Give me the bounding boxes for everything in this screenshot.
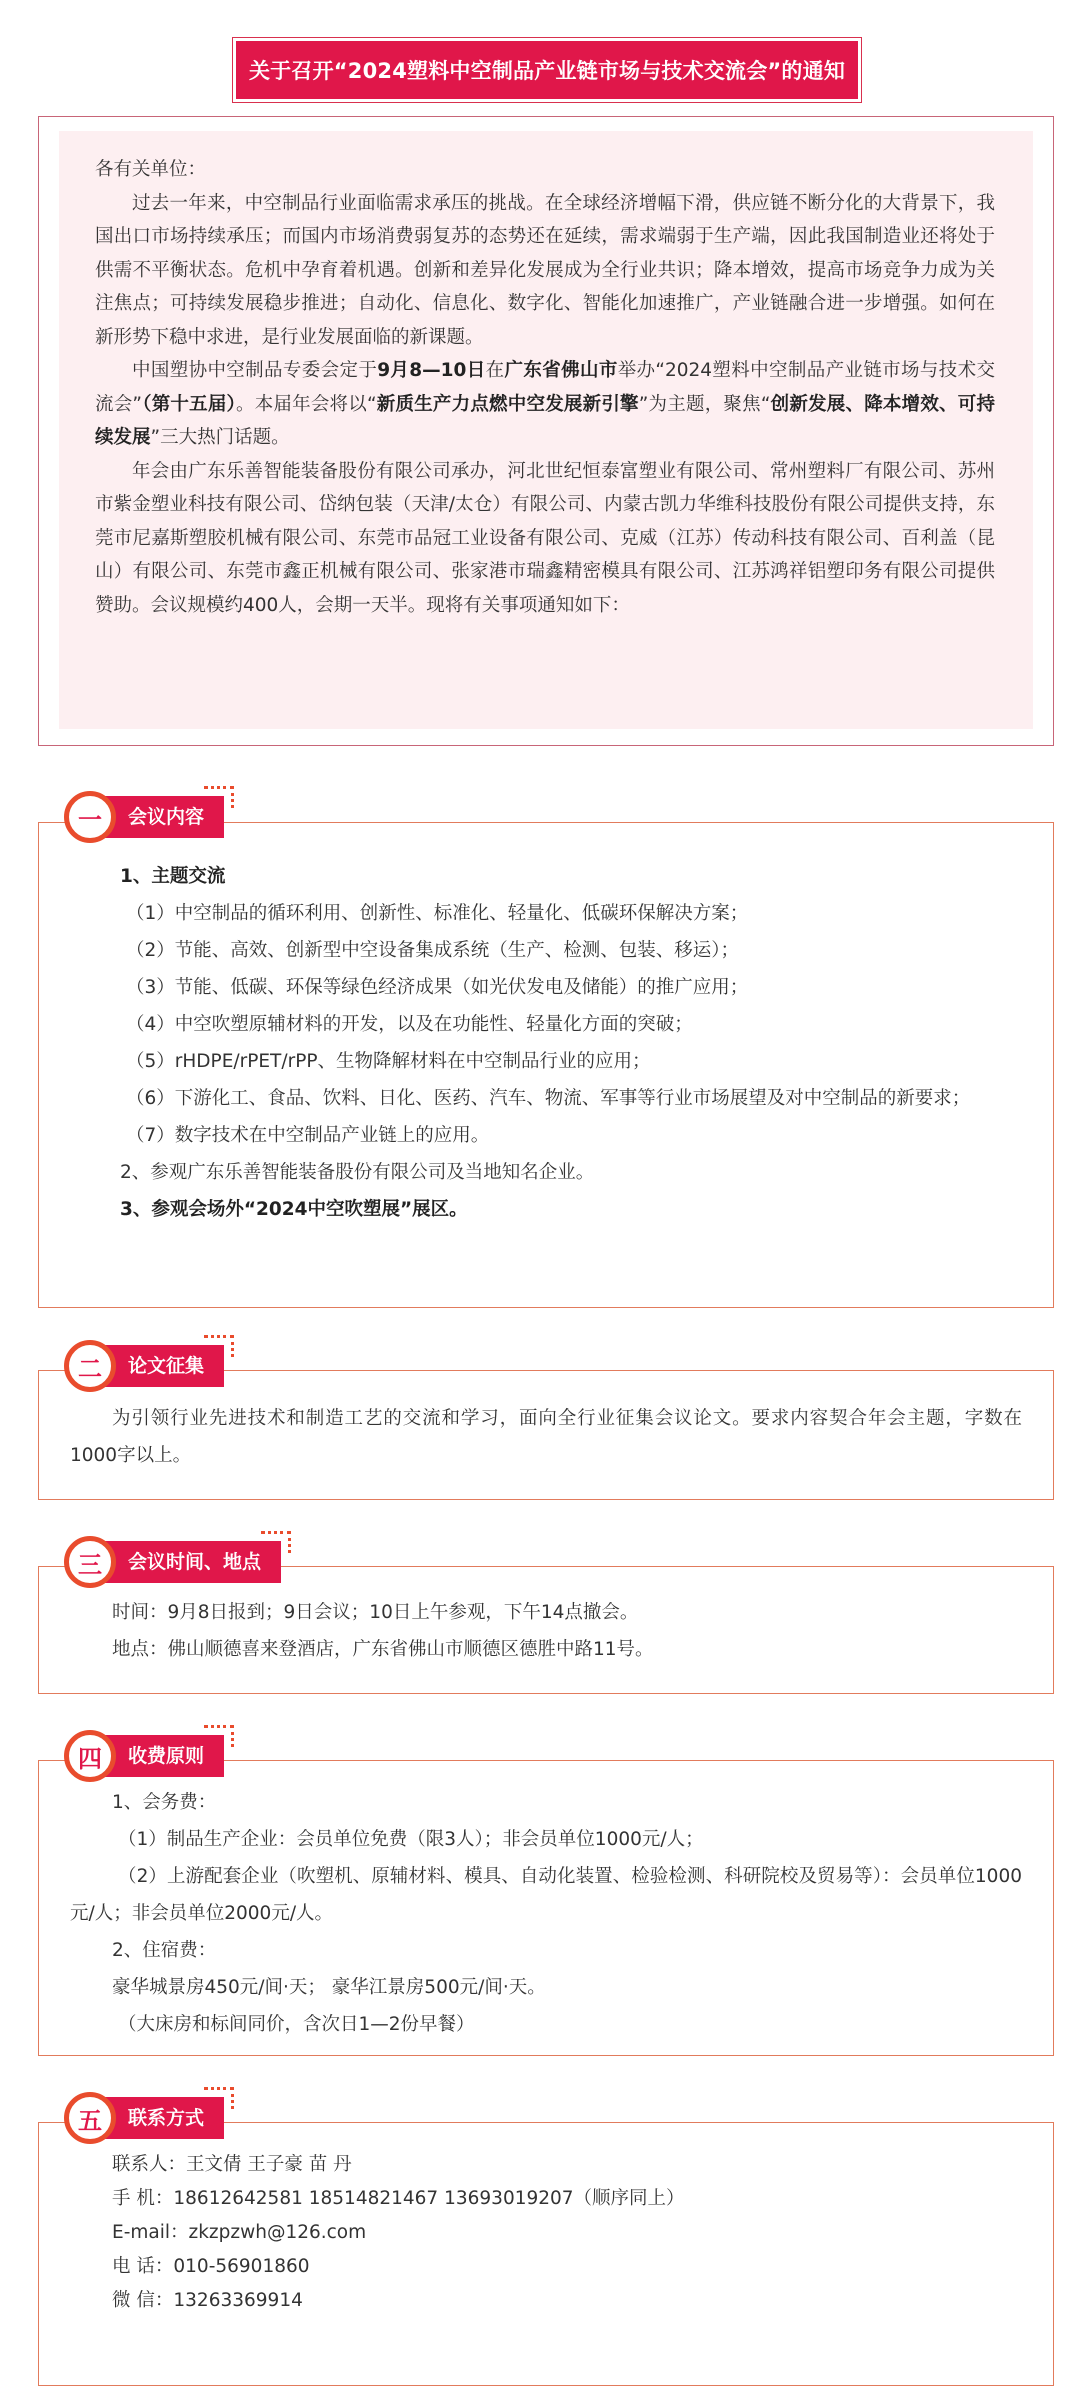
section-3-title — [98, 1541, 281, 1583]
section-2-badge — [64, 1345, 224, 1387]
section-1-number: 一 — [64, 791, 116, 843]
notice-title: 关于召开“2024塑料中空制品产业链市场与技术交流会”的通知 — [236, 41, 858, 99]
content-item: 2、住宿费： — [112, 1940, 217, 1961]
section-2-title-text: 论文征集 — [128, 1355, 205, 1377]
meeting-date: 9月8—10日 — [377, 360, 486, 381]
salutation: 各有关单位： — [95, 159, 207, 180]
section-3-badge — [64, 1541, 281, 1583]
section-5-title — [98, 2097, 224, 2139]
content-item: 时间：9月8日报到；9日会议；10日上午参观，下午14点撤会。 — [112, 1602, 639, 1623]
content-item: （3）节能、低碳、环保等绿色经济成果（如光伏发电及储能）的推广应用； — [126, 977, 749, 998]
hot-topics: 创新发展、降本增效、可持续发展 — [95, 393, 995, 448]
section-5-badge — [64, 2097, 224, 2139]
section-4-number: 四 — [64, 1730, 116, 1782]
content-item: 豪华城景房450元/间·天； 豪华江景房500元/间·天。 — [112, 1977, 546, 1998]
content-item: （大床房和标间同价，含次日1—2份早餐） — [118, 2014, 475, 2035]
section-4-title-text: 收费原则 — [128, 1745, 205, 1767]
content-item: （1）中空制品的循环利用、创新性、标准化、轻量化、低碳环保解决方案； — [126, 903, 749, 924]
section-4-title — [98, 1735, 224, 1777]
text-fragment: 举办“2024塑料中空制品产业链市场与技术交流会” — [95, 360, 995, 415]
section-1-content — [70, 858, 1022, 1228]
content-item: 1、会务费： — [112, 1792, 217, 1813]
content-item: 3、参观会场外“2024中空吹塑展”展区。 — [120, 1199, 468, 1220]
section-3-number: 三 — [64, 1536, 116, 1588]
section-1-title-text: 会议内容 — [128, 806, 205, 828]
section-1-badge — [64, 796, 224, 838]
content-item: 为引领行业先进技术和制造工艺的交流和学习，面向全行业征集会议论文。要求内容契合年会主题，字数在1000字以上。 — [70, 1408, 1022, 1466]
dots-decoration — [204, 786, 234, 808]
content-item: （5）rHDPE/rPET/rPP、生物降解材料在中空制品行业的应用； — [126, 1051, 651, 1072]
contact-wechat: 微 信：13263369914 — [112, 2290, 303, 2311]
section-4-badge — [64, 1735, 224, 1777]
section-5-number: 五 — [64, 2092, 116, 2144]
notice-title-frame — [232, 37, 862, 103]
meeting-theme: 新质生产力点燃中空发展新引擎 — [376, 393, 639, 415]
intro-paragraph-1: 过去一年来，中空制品行业面临需求承压的挑战。在全球经济增幅下滑，供应链不断分化的大背景下，我国出口市场持续承压；而国内市场消费弱复苏的态势还在延续，需求端弱于生产端，因此我国制造业还将处于供需不平衡状态。危机中孕育着机遇。创新和差异化发展成为全行业共识；降本增效，提高市场竞争力成为关注焦点；可持续发展稳步推进；自动化、信息化、数字化、智能化加速推广，产业链融合进一步增强。如何在新形势下稳中求进，是行业发展面临的新课题。 — [95, 192, 995, 348]
section-2-number: 二 — [64, 1340, 116, 1392]
section-2-title — [98, 1345, 224, 1387]
contact-person: 联系人：王文倩 王子豪 苗 丹 — [112, 2154, 352, 2175]
content-item: 1、主题交流 — [120, 866, 226, 887]
intro-frame — [38, 116, 1054, 746]
content-item: （6）下游化工、食品、饮料、日化、医药、汽车、物流、军事等行业市场展望及对中空制品的新要求； — [126, 1088, 971, 1109]
section-2-content — [70, 1400, 1022, 1474]
dots-decoration — [261, 1531, 291, 1553]
contact-phone: 电 话：010-56901860 — [112, 2256, 310, 2277]
section-5-title-text: 联系方式 — [128, 2107, 205, 2129]
contact-email: E-mail：zkzpzwh@126.com — [112, 2222, 367, 2243]
content-item: （2）上游配套企业（吹塑机、原辅材料、模具、自动化装置、检验检测、科研院校及贸易等）：会员单位1000元/人；非会员单位2000元/人。 — [70, 1866, 1022, 1924]
content-item: 地点：佛山顺德喜来登酒店，广东省佛山市顺德区德胜中路11号。 — [112, 1639, 654, 1660]
text-fragment: ”为主题，聚焦“ — [638, 393, 771, 415]
dots-decoration — [204, 2087, 234, 2109]
content-item: （4）中空吹塑原辅材料的开发，以及在功能性、轻量化方面的突破； — [126, 1014, 693, 1035]
intro-paragraph-3: 年会由广东乐善智能装备股份有限公司承办，河北世纪恒泰富塑业有限公司、常州塑料厂有限公司、苏州市紫金塑业科技有限公司、岱纳包装（天津/太仓）有限公司、内蒙古凯力华维科技股份有限公司提供支持，东莞市尼嘉斯塑胶机械有限公司、东莞市品冠工业设备有限公司、克威（江苏）传动科技有限公司、百利盖（昆山）有限公司、东莞市鑫正机械有限公司、张家港市瑞鑫精密模具有限公司、江苏鸿祥铝塑印务有限公司提供赞助。会议规模约400人，会期一天半。现将有关事项通知如下： — [95, 460, 995, 616]
content-item: （1）制品生产企业：会员单位免费（限3人）；非会员单位1000元/人； — [118, 1829, 704, 1850]
intro-panel — [59, 131, 1033, 729]
section-1-title — [98, 796, 224, 838]
section-3-content — [70, 1594, 1022, 1668]
text-fragment: 。本届年会将以“ — [236, 393, 377, 415]
content-item: 2、参观广东乐善智能装备股份有限公司及当地知名企业。 — [120, 1162, 595, 1183]
section-4-content — [70, 1784, 1022, 2043]
intro-paragraph-2 — [95, 354, 995, 455]
section-5-content — [70, 2148, 1022, 2318]
content-item: （7）数字技术在中空制品产业链上的应用。 — [126, 1125, 490, 1146]
dots-decoration — [204, 1335, 234, 1357]
dots-decoration — [204, 1725, 234, 1747]
section-3-title-text: 会议时间、地点 — [128, 1551, 262, 1573]
text-fragment: 在 — [485, 360, 505, 381]
content-item: （2）节能、高效、创新型中空设备集成系统（生产、检测、包装、移运）； — [126, 940, 740, 961]
session-number: （第十五届） — [142, 393, 236, 415]
meeting-place: 广东省佛山市 — [504, 360, 618, 381]
text-fragment: ”三大热门话题。 — [150, 427, 290, 448]
text-fragment: 中国塑协中空制品专委会定于 — [132, 360, 378, 381]
contact-mobile: 手 机：18612642581 18514821467 13693019207（顺序同上） — [112, 2188, 685, 2209]
